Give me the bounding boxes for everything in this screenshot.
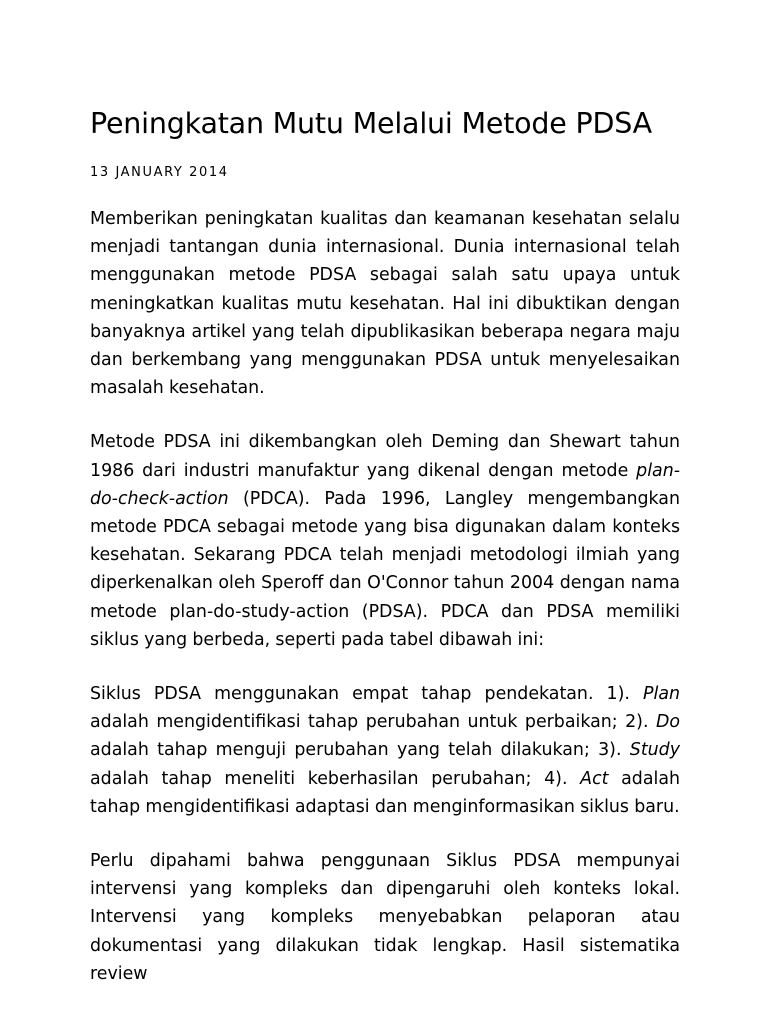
article-date: 13 JANUARY 2014 bbox=[90, 165, 229, 180]
paragraph-1 bbox=[90, 205, 680, 402]
paragraph-text: Perlu dipahami bahwa penggunaan Siklus PDSA mempunyai intervensi yang kompleks dan dipengaruhi oleh konteks lokal. Intervensi yang kompleks menyebabkan pelaporan atau dokumentasi yang dilakukan tidak lengkap. Hasil sistematika review bbox=[90, 851, 680, 984]
italic-term-plan-do-check-action: plan-do-check-action bbox=[90, 460, 680, 509]
paragraph-4 bbox=[90, 847, 680, 988]
paragraph-text: adalah tahap mengidentifikasi adaptasi dan menginformasikan siklus baru. bbox=[90, 768, 680, 817]
paragraph-text: (PDCA). Pada 1996, Langley mengembangkan metode PDCA sebagai metode yang bisa digunakan dalam konteks kesehatan. Sekarang PDCA telah menjadi metodologi ilmiah yang diperkenalkan oleh Speroff dan O'Connor tahun 2004 dengan nama metode plan-do-study-action (PDSA). PDCA dan PDSA memiliki siklus yang berbeda, seperti pada tabel dibawah ini: bbox=[90, 488, 680, 650]
paragraph-text: adalah tahap menguji perubahan yang telah dilakukan; 3). bbox=[90, 740, 630, 761]
paragraph-text: adalah tahap meneliti keberhasilan perubahan; 4). bbox=[90, 768, 581, 789]
paragraph-text: adalah mengidentifikasi tahap perubahan untuk perbaikan; 2). bbox=[90, 712, 656, 733]
italic-term-do: Do bbox=[655, 712, 680, 733]
italic-term-study: Study bbox=[629, 740, 680, 761]
paragraph-text: Memberikan peningkatan kualitas dan keamanan kesehatan selalu menjadi tantangan dunia internasional. Dunia internasional telah menggunakan metode PDSA sebagai salah satu upaya untuk meningkatkan kualitas mutu kesehatan. Hal ini dibuktikan dengan banyaknya artikel yang telah dipublikasikan beberapa negara maju dan berkembang yang menggunakan PDSA untuk menyelesaikan masalah kesehatan. bbox=[90, 209, 680, 399]
paragraph-3 bbox=[90, 680, 680, 821]
article bbox=[90, 104, 680, 988]
paragraph-2 bbox=[90, 428, 680, 654]
article-title: Peningkatan Mutu Melalui Metode PDSA bbox=[90, 107, 652, 140]
paragraph-text: Siklus PDSA menggunakan empat tahap pendekatan. 1). bbox=[90, 684, 643, 705]
italic-term-act: Act bbox=[580, 768, 609, 789]
italic-term-plan: Plan bbox=[643, 684, 680, 705]
paragraph-text: Metode PDSA ini dikembangkan oleh Deming dan Shewart tahun 1986 dari industri manufaktur yang dikenal dengan metode bbox=[90, 432, 680, 481]
